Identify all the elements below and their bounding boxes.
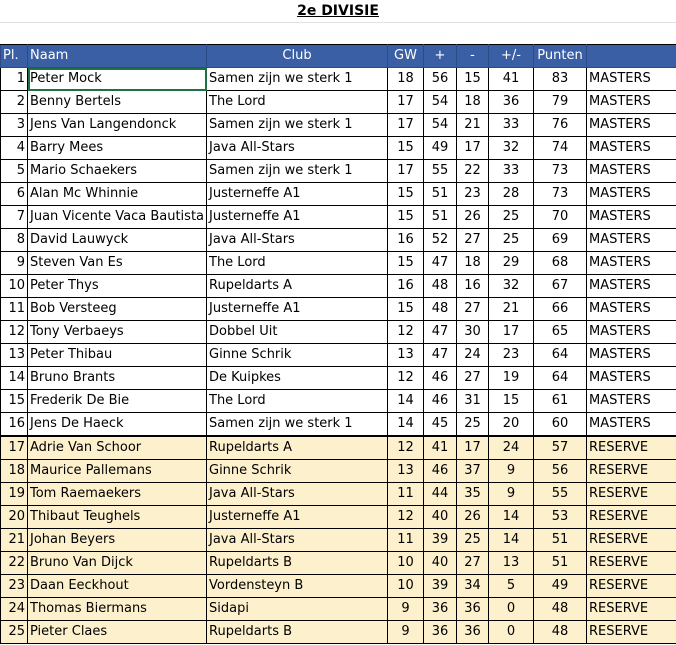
cell-points[interactable]: 76 (534, 114, 587, 137)
cell-club[interactable]: Rupeldarts A (207, 275, 388, 298)
cell-minus[interactable]: 17 (457, 137, 489, 160)
cell-games[interactable]: 13 (388, 460, 424, 483)
cell-group[interactable]: MASTERS (587, 298, 676, 321)
header-group[interactable] (587, 45, 676, 68)
cell-diff[interactable]: 29 (489, 252, 534, 275)
cell-minus[interactable]: 30 (457, 321, 489, 344)
cell-group[interactable]: RESERVE (587, 483, 676, 506)
cell-minus[interactable]: 37 (457, 460, 489, 483)
cell-points[interactable]: 83 (534, 68, 587, 91)
cell-plus[interactable]: 44 (424, 483, 457, 506)
cell-name[interactable]: Juan Vicente Vaca Bautista (28, 206, 207, 229)
cell-games[interactable]: 16 (388, 229, 424, 252)
cell-points[interactable]: 57 (534, 436, 587, 460)
cell-plus[interactable]: 48 (424, 298, 457, 321)
cell-name[interactable]: Peter Thibau (28, 344, 207, 367)
cell-plus[interactable]: 46 (424, 390, 457, 413)
cell-club[interactable]: Rupeldarts B (207, 552, 388, 575)
cell-group[interactable]: MASTERS (587, 183, 676, 206)
cell-plus[interactable]: 46 (424, 367, 457, 390)
cell-club[interactable]: Samen zijn we sterk 1 (207, 160, 388, 183)
cell-plus[interactable]: 47 (424, 252, 457, 275)
cell-minus[interactable]: 31 (457, 390, 489, 413)
cell-name[interactable]: Maurice Pallemans (28, 460, 207, 483)
cell-rank[interactable]: 2 (1, 91, 28, 114)
cell-rank[interactable]: 4 (1, 137, 28, 160)
cell-club[interactable]: Rupeldarts A (207, 436, 388, 460)
cell-group[interactable]: RESERVE (587, 506, 676, 529)
cell-points[interactable]: 51 (534, 552, 587, 575)
cell-group[interactable]: MASTERS (587, 114, 676, 137)
cell-games[interactable]: 12 (388, 367, 424, 390)
cell-name[interactable]: Benny Bertels (28, 91, 207, 114)
cell-games[interactable]: 12 (388, 321, 424, 344)
sheet-title: 2e DIVISIE (297, 3, 379, 19)
cell-plus[interactable]: 47 (424, 344, 457, 367)
cell-minus[interactable]: 26 (457, 506, 489, 529)
table-row (1, 206, 676, 229)
cell-rank[interactable]: 16 (1, 413, 28, 437)
cell-club[interactable]: The Lord (207, 91, 388, 114)
header-row (1, 45, 676, 68)
table-row (1, 367, 676, 390)
table-row (1, 621, 676, 644)
cell-rank[interactable]: 17 (1, 436, 28, 460)
cell-games[interactable]: 11 (388, 483, 424, 506)
cell-name[interactable]: Thibaut Teughels (28, 506, 207, 529)
cell-plus[interactable]: 40 (424, 552, 457, 575)
cell-minus[interactable]: 36 (457, 621, 489, 644)
cell-diff[interactable]: 36 (489, 91, 534, 114)
cell-group[interactable]: MASTERS (587, 91, 676, 114)
cell-name[interactable]: Barry Mees (28, 137, 207, 160)
cell-diff[interactable]: 9 (489, 460, 534, 483)
table-row (1, 529, 676, 552)
cell-games[interactable]: 14 (388, 413, 424, 437)
cell-rank[interactable]: 11 (1, 298, 28, 321)
cell-diff[interactable]: 33 (489, 114, 534, 137)
cell-group[interactable]: RESERVE (587, 436, 676, 460)
header-rank[interactable]: Pl. (1, 45, 28, 68)
cell-rank[interactable]: 12 (1, 321, 28, 344)
cell-plus[interactable]: 40 (424, 506, 457, 529)
cell-points[interactable]: 60 (534, 413, 587, 437)
table-row (1, 275, 676, 298)
cell-group[interactable]: RESERVE (587, 529, 676, 552)
gridline (0, 22, 676, 23)
table-row (1, 575, 676, 598)
cell-club[interactable]: Java All-Stars (207, 229, 388, 252)
cell-name[interactable]: Tom Raemaekers (28, 483, 207, 506)
cell-group[interactable]: MASTERS (587, 344, 676, 367)
cell-minus[interactable]: 25 (457, 529, 489, 552)
cell-points[interactable]: 56 (534, 460, 587, 483)
cell-diff[interactable]: 14 (489, 529, 534, 552)
cell-club[interactable]: Dobbel Uit (207, 321, 388, 344)
cell-rank[interactable]: 23 (1, 575, 28, 598)
cell-club[interactable]: Java All-Stars (207, 529, 388, 552)
cell-rank[interactable]: 9 (1, 252, 28, 275)
cell-plus[interactable]: 39 (424, 575, 457, 598)
cell-rank[interactable]: 6 (1, 183, 28, 206)
cell-plus[interactable]: 45 (424, 413, 457, 437)
cell-points[interactable]: 73 (534, 183, 587, 206)
table-row (1, 321, 676, 344)
table-row (1, 460, 676, 483)
cell-club[interactable]: Sidapi (207, 598, 388, 621)
table-row (1, 91, 676, 114)
cell-plus[interactable]: 56 (424, 68, 457, 91)
cell-plus[interactable]: 54 (424, 91, 457, 114)
cell-games[interactable]: 9 (388, 621, 424, 644)
cell-club[interactable]: Java All-Stars (207, 483, 388, 506)
cell-group[interactable]: MASTERS (587, 137, 676, 160)
cell-group[interactable]: RESERVE (587, 621, 676, 644)
cell-games[interactable]: 10 (388, 575, 424, 598)
cell-rank[interactable]: 7 (1, 206, 28, 229)
standings-body (1, 68, 676, 644)
table-row (1, 114, 676, 137)
cell-diff[interactable]: 17 (489, 321, 534, 344)
header-diff[interactable]: +/- (489, 45, 534, 68)
cell-points[interactable]: 74 (534, 137, 587, 160)
cell-points[interactable]: 67 (534, 275, 587, 298)
cell-group[interactable]: MASTERS (587, 68, 676, 91)
cell-games[interactable]: 13 (388, 344, 424, 367)
cell-games[interactable]: 18 (388, 68, 424, 91)
cell-diff[interactable]: 41 (489, 68, 534, 91)
cell-rank[interactable]: 3 (1, 114, 28, 137)
cell-rank[interactable]: 21 (1, 529, 28, 552)
cell-games[interactable]: 11 (388, 529, 424, 552)
cell-points[interactable]: 53 (534, 506, 587, 529)
cell-rank[interactable]: 1 (1, 68, 28, 91)
cell-group[interactable]: MASTERS (587, 275, 676, 298)
cell-club[interactable]: Vordensteyn B (207, 575, 388, 598)
cell-diff[interactable]: 20 (489, 413, 534, 437)
cell-games[interactable]: 15 (388, 183, 424, 206)
cell-club[interactable]: Samen zijn we sterk 1 (207, 413, 388, 437)
table-row (1, 229, 676, 252)
cell-diff[interactable]: 0 (489, 598, 534, 621)
table-row (1, 183, 676, 206)
cell-club[interactable]: Justerneffe A1 (207, 183, 388, 206)
cell-minus[interactable]: 18 (457, 91, 489, 114)
header-club[interactable]: Club (207, 45, 388, 68)
cell-name[interactable]: Steven Van Es (28, 252, 207, 275)
cell-group[interactable]: RESERVE (587, 598, 676, 621)
cell-club[interactable]: De Kuipkes (207, 367, 388, 390)
cell-games[interactable]: 15 (388, 298, 424, 321)
cell-games[interactable]: 10 (388, 552, 424, 575)
cell-plus[interactable]: 51 (424, 183, 457, 206)
table-row (1, 506, 676, 529)
cell-name[interactable]: Johan Beyers (28, 529, 207, 552)
cell-minus[interactable]: 25 (457, 413, 489, 437)
cell-club[interactable]: The Lord (207, 252, 388, 275)
table-row (1, 552, 676, 575)
cell-diff[interactable]: 5 (489, 575, 534, 598)
cell-minus[interactable]: 24 (457, 344, 489, 367)
cell-games[interactable]: 17 (388, 91, 424, 114)
cell-rank[interactable]: 5 (1, 160, 28, 183)
cell-minus[interactable]: 27 (457, 298, 489, 321)
cell-club[interactable]: Justerneffe A1 (207, 298, 388, 321)
cell-name[interactable]: Bruno Brants (28, 367, 207, 390)
cell-name[interactable]: Daan Eeckhout (28, 575, 207, 598)
cell-plus[interactable]: 55 (424, 160, 457, 183)
cell-rank[interactable]: 24 (1, 598, 28, 621)
cell-diff[interactable]: 32 (489, 275, 534, 298)
cell-group[interactable]: RESERVE (587, 552, 676, 575)
table-row (1, 483, 676, 506)
table-row (1, 436, 676, 460)
header-plus[interactable]: + (424, 45, 457, 68)
cell-group[interactable]: MASTERS (587, 413, 676, 437)
cell-group[interactable]: RESERVE (587, 575, 676, 598)
cell-minus[interactable]: 21 (457, 114, 489, 137)
cell-group[interactable]: RESERVE (587, 460, 676, 483)
table-row (1, 390, 676, 413)
table-row (1, 344, 676, 367)
cell-games[interactable]: 12 (388, 506, 424, 529)
cell-plus[interactable]: 36 (424, 598, 457, 621)
cell-diff[interactable]: 25 (489, 206, 534, 229)
cell-plus[interactable]: 54 (424, 114, 457, 137)
cell-games[interactable]: 12 (388, 436, 424, 460)
cell-diff[interactable]: 32 (489, 137, 534, 160)
cell-points[interactable]: 64 (534, 344, 587, 367)
cell-rank[interactable]: 10 (1, 275, 28, 298)
cell-diff[interactable]: 19 (489, 367, 534, 390)
cell-rank[interactable]: 22 (1, 552, 28, 575)
cell-plus[interactable]: 51 (424, 206, 457, 229)
cell-minus[interactable]: 26 (457, 206, 489, 229)
cell-rank[interactable]: 13 (1, 344, 28, 367)
cell-minus[interactable]: 17 (457, 436, 489, 460)
cell-minus[interactable]: 16 (457, 275, 489, 298)
cell-club[interactable]: Justerneffe A1 (207, 506, 388, 529)
cell-group[interactable]: MASTERS (587, 252, 676, 275)
table-row (1, 298, 676, 321)
cell-group[interactable]: MASTERS (587, 160, 676, 183)
cell-games[interactable]: 15 (388, 252, 424, 275)
header-minus[interactable]: - (457, 45, 489, 68)
cell-minus[interactable]: 36 (457, 598, 489, 621)
cell-points[interactable]: 51 (534, 529, 587, 552)
cell-games[interactable]: 17 (388, 160, 424, 183)
cell-diff[interactable]: 23 (489, 344, 534, 367)
cell-group[interactable]: MASTERS (587, 206, 676, 229)
cell-name[interactable]: Bruno Van Dijck (28, 552, 207, 575)
cell-club[interactable]: Samen zijn we sterk 1 (207, 114, 388, 137)
cell-points[interactable]: 49 (534, 575, 587, 598)
cell-diff[interactable]: 15 (489, 390, 534, 413)
cell-group[interactable]: MASTERS (587, 229, 676, 252)
cell-plus[interactable]: 47 (424, 321, 457, 344)
cell-games[interactable]: 15 (388, 137, 424, 160)
cell-rank[interactable]: 15 (1, 390, 28, 413)
cell-name[interactable]: Jens Van Langendonck (28, 114, 207, 137)
cell-name[interactable]: Pieter Claes (28, 621, 207, 644)
cell-games[interactable]: 14 (388, 390, 424, 413)
cell-club[interactable]: Ginne Schrik (207, 460, 388, 483)
cell-points[interactable]: 55 (534, 483, 587, 506)
cell-points[interactable]: 65 (534, 321, 587, 344)
cell-plus[interactable]: 36 (424, 621, 457, 644)
cell-points[interactable]: 48 (534, 621, 587, 644)
table-row (1, 413, 676, 437)
cell-diff[interactable]: 28 (489, 183, 534, 206)
cell-minus[interactable]: 22 (457, 160, 489, 183)
cell-club[interactable]: Samen zijn we sterk 1 (207, 68, 388, 91)
table-row (1, 598, 676, 621)
cell-diff[interactable]: 9 (489, 483, 534, 506)
cell-name[interactable]: Adrie Van Schoor (28, 436, 207, 460)
cell-name[interactable]: David Lauwyck (28, 229, 207, 252)
cell-minus[interactable]: 15 (457, 68, 489, 91)
cell-name[interactable]: Bob Versteeg (28, 298, 207, 321)
cell-diff[interactable]: 25 (489, 229, 534, 252)
cell-group[interactable]: MASTERS (587, 390, 676, 413)
cell-diff[interactable]: 13 (489, 552, 534, 575)
cell-minus[interactable]: 27 (457, 229, 489, 252)
cell-club[interactable]: Ginne Schrik (207, 344, 388, 367)
cell-name[interactable]: Peter Mock (28, 68, 207, 91)
table-row (1, 252, 676, 275)
cell-diff[interactable]: 33 (489, 160, 534, 183)
cell-minus[interactable]: 27 (457, 552, 489, 575)
cell-points[interactable]: 73 (534, 160, 587, 183)
cell-plus[interactable]: 49 (424, 137, 457, 160)
cell-games[interactable]: 9 (388, 598, 424, 621)
cell-name[interactable]: Jens De Haeck (28, 413, 207, 437)
cell-games[interactable]: 16 (388, 275, 424, 298)
cell-plus[interactable]: 39 (424, 529, 457, 552)
cell-club[interactable]: Java All-Stars (207, 137, 388, 160)
cell-name[interactable]: Tony Verbaeys (28, 321, 207, 344)
cell-rank[interactable]: 14 (1, 367, 28, 390)
cell-minus[interactable]: 23 (457, 183, 489, 206)
table-row (1, 68, 676, 91)
cell-minus[interactable]: 27 (457, 367, 489, 390)
cell-club[interactable]: Rupeldarts B (207, 621, 388, 644)
header-name[interactable]: Naam (28, 45, 207, 68)
cell-diff[interactable]: 21 (489, 298, 534, 321)
cell-rank[interactable]: 19 (1, 483, 28, 506)
cell-minus[interactable]: 34 (457, 575, 489, 598)
cell-rank[interactable]: 8 (1, 229, 28, 252)
cell-games[interactable]: 17 (388, 114, 424, 137)
cell-points[interactable]: 48 (534, 598, 587, 621)
cell-plus[interactable]: 46 (424, 460, 457, 483)
cell-points[interactable]: 66 (534, 298, 587, 321)
cell-plus[interactable]: 52 (424, 229, 457, 252)
cell-rank[interactable]: 25 (1, 621, 28, 644)
cell-name[interactable]: Mario Schaekers (28, 160, 207, 183)
header-games[interactable]: GW (388, 45, 424, 68)
cell-rank[interactable]: 20 (1, 506, 28, 529)
cell-name[interactable]: Alan Mc Whinnie (28, 183, 207, 206)
cell-group[interactable]: MASTERS (587, 367, 676, 390)
table-row (1, 137, 676, 160)
cell-club[interactable]: The Lord (207, 390, 388, 413)
cell-diff[interactable]: 14 (489, 506, 534, 529)
cell-club[interactable]: Justerneffe A1 (207, 206, 388, 229)
cell-diff[interactable]: 24 (489, 436, 534, 460)
standings-table (0, 44, 676, 644)
cell-points[interactable]: 68 (534, 252, 587, 275)
cell-points[interactable]: 61 (534, 390, 587, 413)
cell-plus[interactable]: 41 (424, 436, 457, 460)
cell-minus[interactable]: 18 (457, 252, 489, 275)
cell-points[interactable]: 79 (534, 91, 587, 114)
cell-minus[interactable]: 35 (457, 483, 489, 506)
cell-plus[interactable]: 48 (424, 275, 457, 298)
cell-diff[interactable]: 0 (489, 621, 534, 644)
cell-points[interactable]: 69 (534, 229, 587, 252)
cell-group[interactable]: MASTERS (587, 321, 676, 344)
header-points[interactable]: Punten (534, 45, 587, 68)
cell-points[interactable]: 70 (534, 206, 587, 229)
table-row (1, 160, 676, 183)
cell-name[interactable]: Thomas Biermans (28, 598, 207, 621)
cell-points[interactable]: 64 (534, 367, 587, 390)
cell-rank[interactable]: 18 (1, 460, 28, 483)
cell-games[interactable]: 15 (388, 206, 424, 229)
cell-name[interactable]: Peter Thys (28, 275, 207, 298)
cell-name[interactable]: Frederik De Bie (28, 390, 207, 413)
